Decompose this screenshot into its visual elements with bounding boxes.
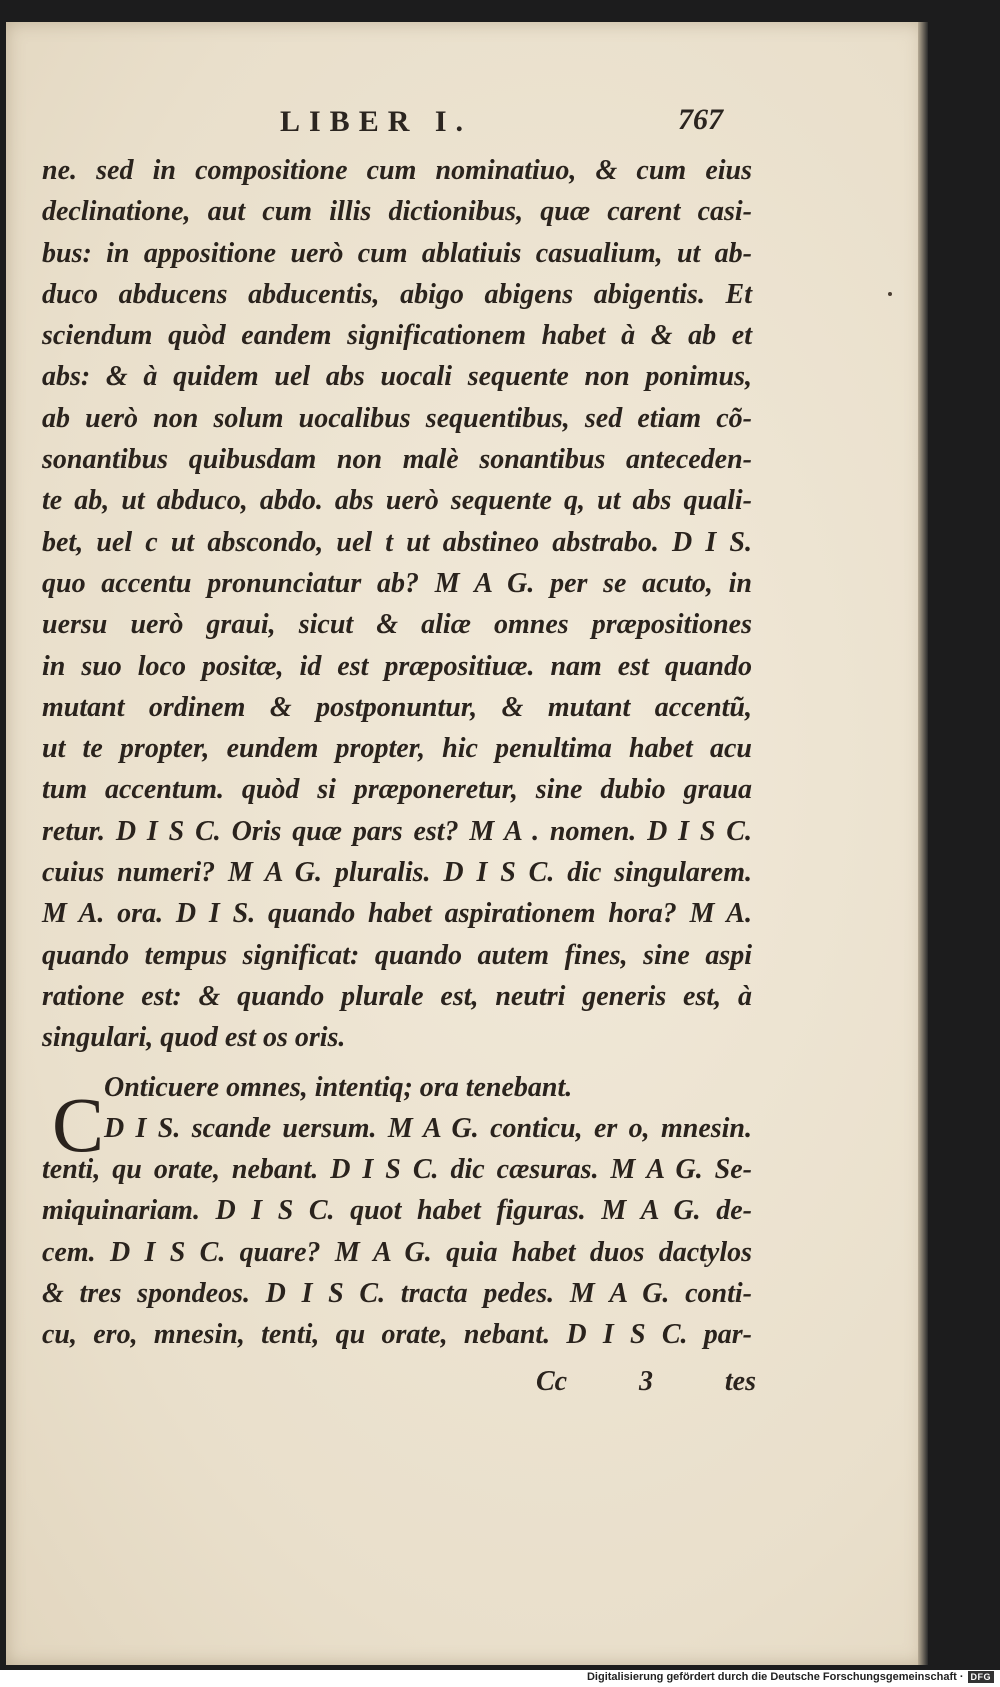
- catchword: tes: [724, 1366, 756, 1397]
- text-line: ab uerò non solum uocalibus sequentibus, sed etiam cõ-: [42, 402, 752, 434]
- running-head: LIBER I.: [280, 105, 473, 138]
- verse-line: Onticuere omnes, intentiq; ora tenebant.: [104, 1071, 573, 1103]
- drop-capital: C: [52, 1081, 105, 1168]
- signature-number: 3: [639, 1366, 653, 1397]
- text-line: bus: in appositione uerò cum ablatiuis casualium, ut ab-: [42, 237, 752, 269]
- text-line: singulari, quod est os oris.: [42, 1022, 346, 1054]
- text-line: mutant ordinem & postponuntur, & mutant accentũ,: [42, 691, 752, 723]
- page-edge: [918, 22, 928, 1665]
- signature-line: [536, 1366, 756, 1398]
- text-line: ne. sed in compositione cum nominatiuo, & cum eius: [42, 155, 752, 186]
- text-line: M A. ora. D I S. quando habet aspirationem hora? M A.: [42, 898, 752, 930]
- main-text: [42, 150, 752, 1356]
- folio-number: 767: [678, 103, 723, 136]
- credit-text: Digitalisierung gefördert durch die Deutsche Forschungsgemeinschaft ·: [586, 1671, 964, 1683]
- text-line: declinatione, aut cum illis dictionibus, quæ carent casi-: [42, 196, 752, 228]
- text-line: quando tempus significat: quando autem fines, sine aspi: [42, 939, 752, 971]
- text-line: sonantibus quibusdam non malè sonantibus anteceden-: [42, 444, 752, 476]
- text-line: quo accentu pronunciatur ab? M A G. per se acuto, in: [42, 567, 752, 599]
- text-line: cu, ero, mnesin, tenti, qu orate, nebant. D I S C. par-: [42, 1319, 752, 1351]
- text-line: bet, uel c ut abscondo, uel t ut abstineo abstrabo. D I S.: [42, 526, 752, 558]
- text-line: miquinariam. D I S C. quot habet figuras. M A G. de-: [42, 1195, 752, 1227]
- text-line: cuius numeri? M A G. pluralis. D I S C. dic singularem.: [42, 857, 752, 889]
- dfg-logo-icon: DFG: [968, 1671, 995, 1683]
- text-line: ut te propter, eundem propter, hic penultima habet acu: [42, 733, 752, 765]
- text-line: retur. D I S C. Oris quæ pars est? M A . nomen. D I S C.: [42, 815, 752, 847]
- text-line: duco abducens abducentis, abigo abigens abigentis. Et: [42, 278, 752, 310]
- text-line: abs: & à quidem uel abs uocali sequente non ponimus,: [42, 361, 752, 393]
- signature-mark: Cc: [536, 1366, 568, 1397]
- text-line: D I S. scande uersum. M A G. conticu, er o, mnesin.: [104, 1112, 752, 1144]
- text-line: in suo loco positæ, id est præpositiuæ. nam est quando: [42, 650, 752, 682]
- text-line: te ab, ut abduco, abdo. abs uerò sequente q, ut abs quali-: [42, 485, 752, 517]
- text-line: cem. D I S C. quare? M A G. quia habet duos dactylos: [42, 1236, 752, 1268]
- text-line: tum accentum. quòd si præponeretur, sine dubio graua: [42, 774, 752, 806]
- digitization-credit: [587, 1671, 994, 1683]
- text-line: ratione est: & quando plurale est, neutri generis est, à: [42, 980, 752, 1012]
- text-line: sciendum quòd eandem significationem habet à & ab et: [42, 320, 752, 352]
- text-line: & tres spondeos. D I S C. tracta pedes. M A G. conti-: [42, 1278, 752, 1310]
- text-line: tenti, qu orate, nebant. D I S C. dic cæsuras. M A G. Se-: [42, 1154, 752, 1186]
- ink-speck: [888, 292, 892, 296]
- text-line: uersu uerò graui, sicut & aliæ omnes præpositiones: [42, 609, 752, 641]
